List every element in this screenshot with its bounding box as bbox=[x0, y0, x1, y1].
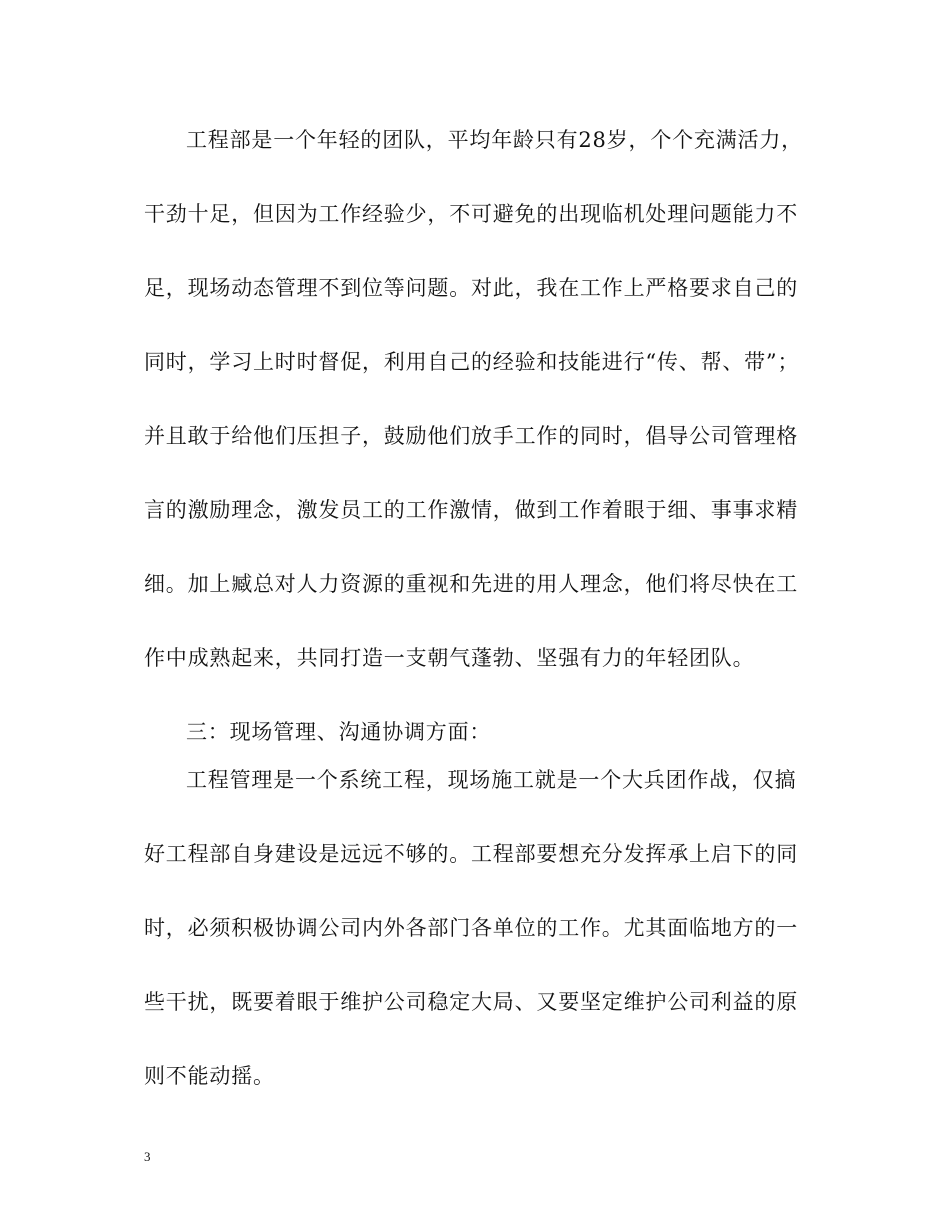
paragraph-line: 工程管理是一个系统工程，现场施工就是一个大兵团作战，仅搞 bbox=[186, 768, 797, 792]
section-heading: 三：现场管理、沟通协调方面： bbox=[186, 720, 492, 744]
paragraph-line: 干劲十足，但因为工作经验少，不可避免的出现临机处理问题能力不 bbox=[144, 202, 798, 226]
paragraph-line: 工程部是一个年轻的团队，平均年龄只有28岁，个个充满活力， bbox=[186, 128, 803, 152]
paragraph-line: 作中成熟起来，共同打造一支朝气蓬勃、坚强有力的年轻团队。 bbox=[144, 646, 755, 670]
paragraph-line: 时，必须积极协调公司内外各部门各单位的工作。尤其面临地方的一 bbox=[144, 916, 798, 940]
body-text bbox=[144, 128, 814, 1138]
paragraph-line: 言的激励理念，激发员工的工作激情，做到工作着眼于细、事事求精 bbox=[144, 498, 798, 522]
paragraph-line: 好工程部自身建设是远远不够的。工程部要想充分发挥承上启下的同 bbox=[144, 842, 798, 866]
paragraph-line: 则不能动摇。 bbox=[144, 1064, 275, 1088]
paragraph-line: 同时，学习上时时督促，利用自己的经验和技能进行“传、帮、带”； bbox=[144, 350, 800, 374]
paragraph-line: 并且敢于给他们压担子，鼓励他们放手工作的同时，倡导公司管理格 bbox=[144, 424, 798, 448]
paragraph-line: 些干扰，既要着眼于维护公司稳定大局、又要坚定维护公司利益的原 bbox=[144, 990, 798, 1014]
paragraph-line: 细。加上臧总对人力资源的重视和先进的用人理念，他们将尽快在工 bbox=[144, 572, 798, 596]
paragraph-line: 足，现场动态管理不到位等问题。对此，我在工作上严格要求自己的 bbox=[144, 276, 798, 300]
page-number: 3 bbox=[144, 1149, 151, 1164]
